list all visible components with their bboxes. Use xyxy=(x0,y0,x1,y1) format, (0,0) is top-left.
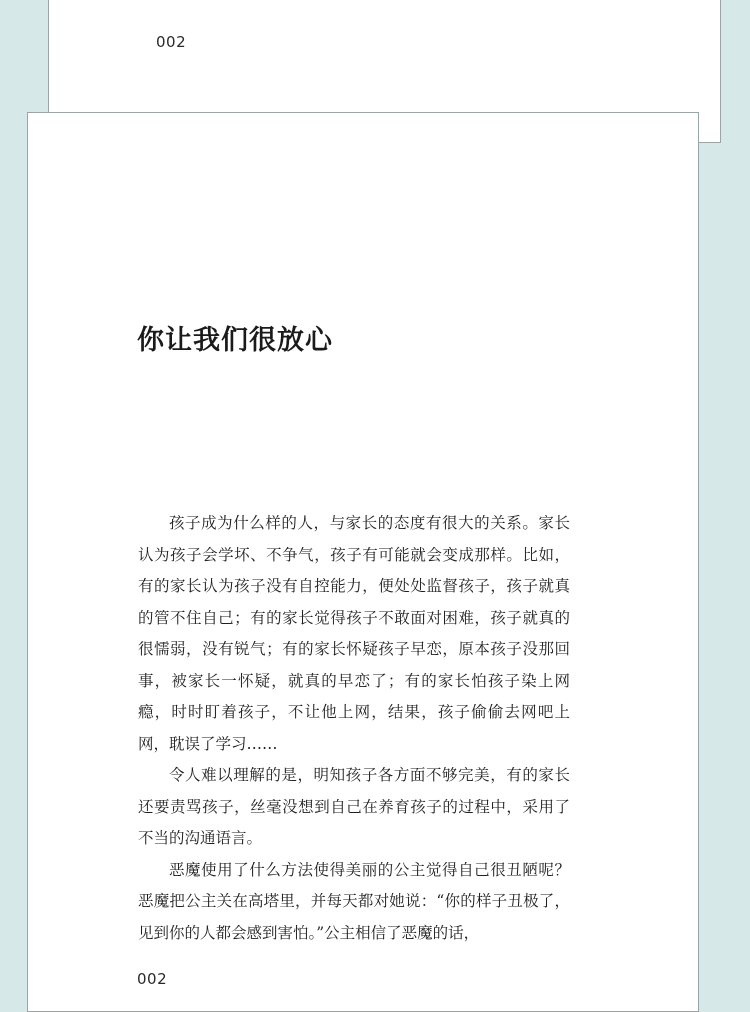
body-text xyxy=(138,508,570,949)
paragraph-1: 孩子成为什么样的人，与家长的态度有很大的关系。家长认为孩子会学坏、不争气，孩子有可能就会变成那样。比如，有的家长认为孩子没有自控能力，便处处监督孩子，孩子就真的管不住自己；有的家长觉得孩子不敢面对困难，孩子就真的很懦弱，没有锐气；有的家长怀疑孩子早恋，原本孩子没那回事，被家长一怀疑，就真的早恋了；有的家长怕孩子染上网瘾，时时盯着孩子，不让他上网，结果，孩子偷偷去网吧上网，耽误了学习…… xyxy=(138,514,570,753)
paragraph-3: 恶魔使用了什么方法使得美丽的公主觉得自己很丑陋呢？恶魔把公主关在高塔里，并每天都对她说：“你的样子丑极了，见到你的人都会感到害怕。”公主相信了恶魔的话， xyxy=(138,860,570,942)
page-number: 002 xyxy=(137,970,168,988)
chapter-title: 你让我们很放心 xyxy=(137,325,333,356)
current-page-sheet xyxy=(27,112,699,1012)
previous-page-number: 002 xyxy=(156,33,187,51)
paragraph-2: 令人难以理解的是，明知孩子各方面不够完美，有的家长还要责骂孩子，丝毫没想到自己在养育孩子的过程中，采用了不当的沟通语言。 xyxy=(138,766,570,847)
